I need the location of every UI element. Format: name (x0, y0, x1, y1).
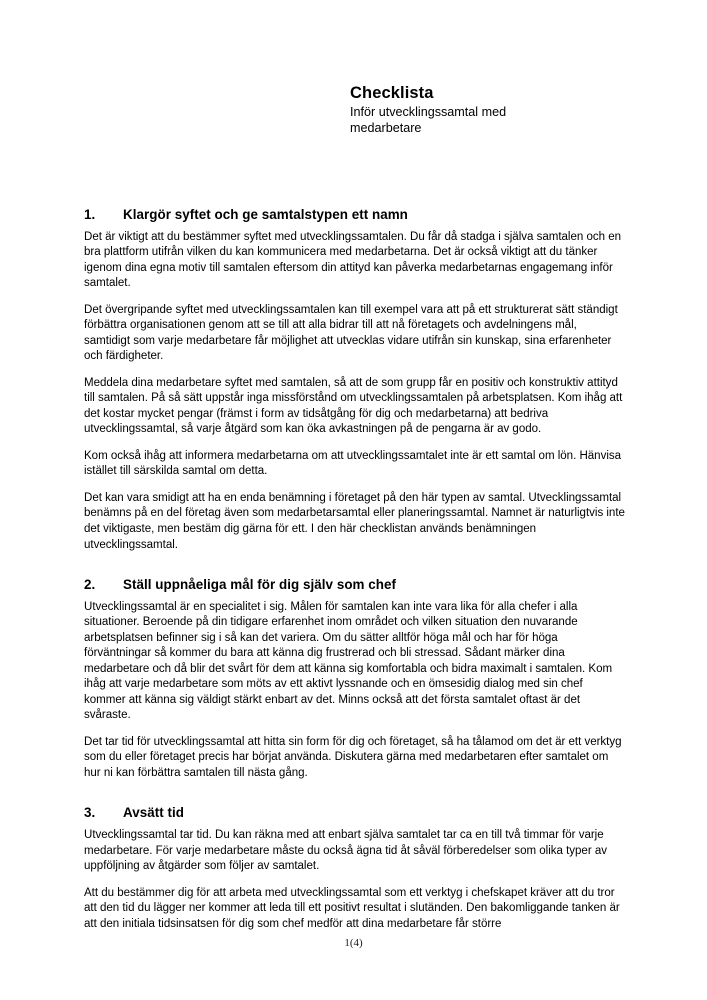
page-number-footer: 1(4) (344, 937, 363, 949)
section-2-title: Ställ uppnåeliga mål för dig själv som chef (123, 577, 397, 593)
section-2 (84, 577, 625, 781)
page-subtitle: Inför utvecklingssamtal med medarbetare (350, 105, 507, 136)
section-3-paragraph-2: Att du bestämmer dig för att arbeta med utvecklingssamtal som ett verktyg i chefskapet kräver att du tror att den tid du lägger ner kommer att leda till ett positivt resultat i slutänden. Den bakomliggande tanken är att den initiala tidsinsatsen för dig som chef medför att dina medarbetare får större (84, 886, 620, 930)
section-3-title: Avsätt tid (123, 805, 185, 821)
page-title: Checklista (350, 84, 434, 102)
section-1-paragraph-5: Det kan vara smidigt att ha en enda benämning i företaget på den här typen av samtal. Utvecklingssamtal benämns på en del företag även som medarbetarsamtal eller planeringssamtal. Namnet är naturligtvis inte det viktigaste, men bestäm dig gärna för ett. I den här checklistan används benämningen utvecklingssamtal. (84, 491, 625, 551)
section-2-heading (84, 577, 625, 594)
document-title-block (350, 83, 630, 137)
section-3 (84, 805, 625, 932)
section-3-heading (84, 805, 625, 822)
section-1-paragraph-4: Kom också ihåg att informera medarbetarna om att utvecklingssamtalet inte är ett samtal om lön. Hänvisa istället till särskilda samtal om detta. (84, 449, 622, 478)
section-1 (84, 207, 625, 553)
section-1-number: 1. (84, 207, 96, 222)
section-2-paragraph-1: Utvecklingssamtal är en specialitet i sig. Målen för samtalen kan inte vara lika för alla chefer i alla situationer. Beroende på din tidigare erfarenhet inom området och vilken situation den nuvarande arbetsplatsen befinner sig i så kan det variera. Om du sätter alltför höga mål och har för höga förväntningar så kommer du bara att känna dig frustrerad och bli stressad. Sådant märker dina medarbetare och då blir det svårt för dem att känna sig komfortabla och bidra maximalt i samtalen. Kom ihåg att varje medarbetare som möts av ett aktivt lyssnande och en ömsesidig dialog med sin chef kommer att känna sig väldigt stärkt enbart av det. Minns också att det första samtalet oftast är det svåraste. (84, 600, 613, 722)
section-2-paragraph-2: Det tar tid för utvecklingssamtal att hitta sin form för dig och företaget, så ha tålamod om det är ett verktyg som du eller företaget precis har börjat använda. Diskutera gärna med medarbetaren efter samtalet om hur ni kan förbättra samtalen till nästa gång. (84, 735, 622, 779)
section-3-paragraph-1: Utvecklingssamtal tar tid. Du kan räkna med att enbart själva samtalet tar ca en till två timmar för varje medarbetare. För varje medarbetare måste du också ägna tid åt såväl förberedelser som olika typer av uppföljning av åtgärder som följer av samtalet. (84, 829, 608, 873)
section-1-title: Klargör syftet och ge samtalstypen ett namn (123, 207, 408, 222)
section-2-number: 2. (84, 577, 96, 593)
section-1-paragraph-3: Meddela dina medarbetare syftet med samtalen, så att de som grupp får en positiv och konstruktiv attityd till samtalen. På så sätt uppstår inga missförstånd om utvecklingssamtalen på arbetsplatsen. Kom ihåg att det kostar mycket pengar (främst i form av tidsåtgång för dig och medarbetarna) att bedriva utvecklingssamtal, så varje åtgärd som kan öka avkastningen på de pengarna är av godo. (84, 376, 623, 436)
section-1-paragraph-2: Det övergripande syftet med utvecklingssamtalen kan till exempel vara att på ett strukturerat sätt ständigt förbättra organisationen genom att se till att alla bidrar till att nå företagets och avdelningens mål, samtidigt som varje medarbetare får möjlighet att utvecklas vidare utifrån sin kunskap, sina erfarenheter och färdigheter. (84, 303, 618, 363)
section-3-number: 3. (84, 805, 96, 821)
document-body (84, 207, 625, 932)
section-1-heading (84, 207, 625, 224)
section-1-paragraph-1: Det är viktigt att du bestämmer syftet med utvecklingssamtalen. Du får då stadga i själva samtalen och en bra plattform utifrån vilken du kan kommunicera med medarbetarna. Det är också viktigt att du tänker igenom dina egna motiv till samtalen eftersom din attityd kan påverka medarbetarnas engagemang inför samtalet. (84, 230, 622, 290)
